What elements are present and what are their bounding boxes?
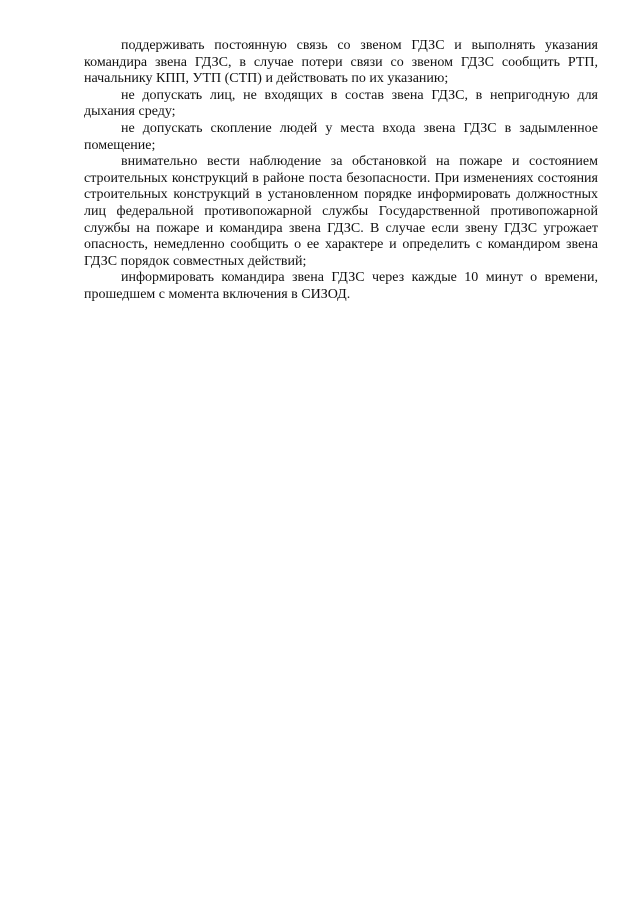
document-body bbox=[84, 38, 598, 304]
paragraph-time-reporting: информировать командира звена ГДЗС через каждые 10 минут о времени, прошедшем с момента включения в СИЗОД. bbox=[84, 270, 598, 302]
paragraph-no-unauthorized-entry: не допускать лиц, не входящих в состав звена ГДЗС, в непригодную для дыхания среду; bbox=[84, 87, 598, 120]
paragraph-no-crowding: не допускать скопление людей у места входа звена ГДЗС в задымленное помещение; bbox=[84, 120, 598, 153]
paragraph-observation: внимательно вести наблюдение за обстановкой на пожаре и состоянием строительных конструкций в районе поста безопасности. При изменениях состояния строительных конструкций в установленном порядке информировать должностных лиц федеральной противопожарной службы Государственной противопожарной службы на пожаре и командира звена ГДЗС. В случае если звену ГДЗС угрожает опасность, немедленно сообщить о ее характере и определить с командиром звена ГДЗС порядок совместных действий; bbox=[84, 154, 598, 269]
paragraph-communication: поддерживать постоянную связь со звеном ГДЗС и выполнять указания командира звена ГДЗС, в случае потери связи со звеном ГДЗС сообщить РТП, начальнику КПП, УТП (СТП) и действовать по их указанию; bbox=[84, 38, 598, 87]
